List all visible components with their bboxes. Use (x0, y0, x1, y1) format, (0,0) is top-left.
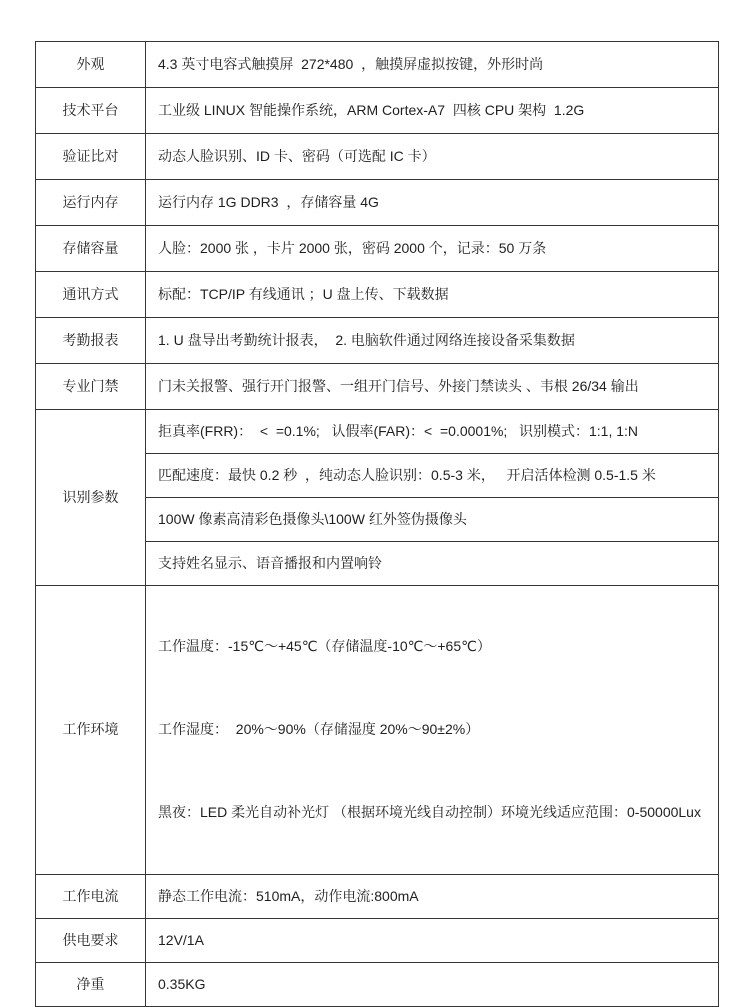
environment-temperature-line: 工作温度：-15℃～+45℃（存储温度-10℃～+65℃） (158, 637, 491, 654)
row-working-current (36, 874, 719, 918)
row-access-control (36, 364, 719, 410)
row-platform (36, 88, 719, 134)
row-value: 标配：TCP/IP 有线通讯 ；U 盘上传、下载数据 (146, 272, 719, 318)
row-value (146, 586, 719, 875)
spec-table-container (35, 41, 719, 1007)
row-value: 12V/1A (146, 918, 719, 962)
row-value: 动态人脸识别、ID 卡、密码（可选配 IC 卡） (146, 134, 719, 180)
row-recognition-params-1 (36, 410, 719, 454)
row-label: 存储容量 (36, 226, 146, 272)
row-communication (36, 272, 719, 318)
row-label: 通讯方式 (36, 272, 146, 318)
row-appearance (36, 42, 719, 88)
row-memory (36, 180, 719, 226)
row-label: 外观 (36, 42, 146, 88)
row-label: 技术平台 (36, 88, 146, 134)
row-value: 工业级 LINUX 智能操作系统，ARM Cortex-A7 四核 CPU 架构 1.2G (146, 88, 719, 134)
row-storage (36, 226, 719, 272)
row-label: 验证比对 (36, 134, 146, 180)
row-value: 静态工作电流：510mA，动作电流:800mA (146, 874, 719, 918)
row-value: 0.35KG (146, 962, 719, 1006)
row-label: 净重 (36, 962, 146, 1006)
environment-humidity-line: 工作湿度： 20%～90%（存储湿度 20%～90±2%） (158, 721, 480, 738)
row-label: 运行内存 (36, 180, 146, 226)
row-value: 匹配速度：最快 0.2 秒 ，纯动态人脸识别：0.5-3 米， 开启活体检测 0.5-1.5 米 (146, 454, 719, 498)
row-value: 拒真率(FRR)： < =0.1%; 认假率(FAR)：< =0.0001%; 识别模式：1:1, 1:N (146, 410, 719, 454)
row-attendance-report (36, 318, 719, 364)
environment-light-line: 黑夜：LED 柔光自动补光灯 （根据环境光线自动控制）环境光线适应范围：0-50000Lux (158, 804, 701, 821)
row-label: 工作电流 (36, 874, 146, 918)
row-label: 供电要求 (36, 918, 146, 962)
row-value: 支持姓名显示、语音播报和内置响铃 (146, 542, 719, 586)
row-value: 人脸：2000 张 ，卡片 2000 张，密码 2000 个，记录：50 万条 (146, 226, 719, 272)
row-label: 工作环境 (36, 586, 146, 875)
row-value: 4.3 英寸电容式触摸屏 272*480 ，触摸屏虚拟按键，外形时尚 (146, 42, 719, 88)
row-label: 识别参数 (36, 410, 146, 586)
row-power-requirement (36, 918, 719, 962)
row-value: 门未关报警、强行开门报警、一组开门信号、外接门禁读头 、韦根 26/34 输出 (146, 364, 719, 410)
row-label: 考勤报表 (36, 318, 146, 364)
row-label: 专业门禁 (36, 364, 146, 410)
row-value: 100W 像素高清彩色摄像头\100W 红外签伪摄像头 (146, 498, 719, 542)
row-environment (36, 586, 719, 875)
row-value: 运行内存 1G DDR3 ，存储容量 4G (146, 180, 719, 226)
row-verification (36, 134, 719, 180)
spec-table (35, 41, 719, 1007)
row-value: 1. U 盘导出考勤统计报表， 2. 电脑软件通过网络连接设备采集数据 (146, 318, 719, 364)
row-net-weight (36, 962, 719, 1006)
